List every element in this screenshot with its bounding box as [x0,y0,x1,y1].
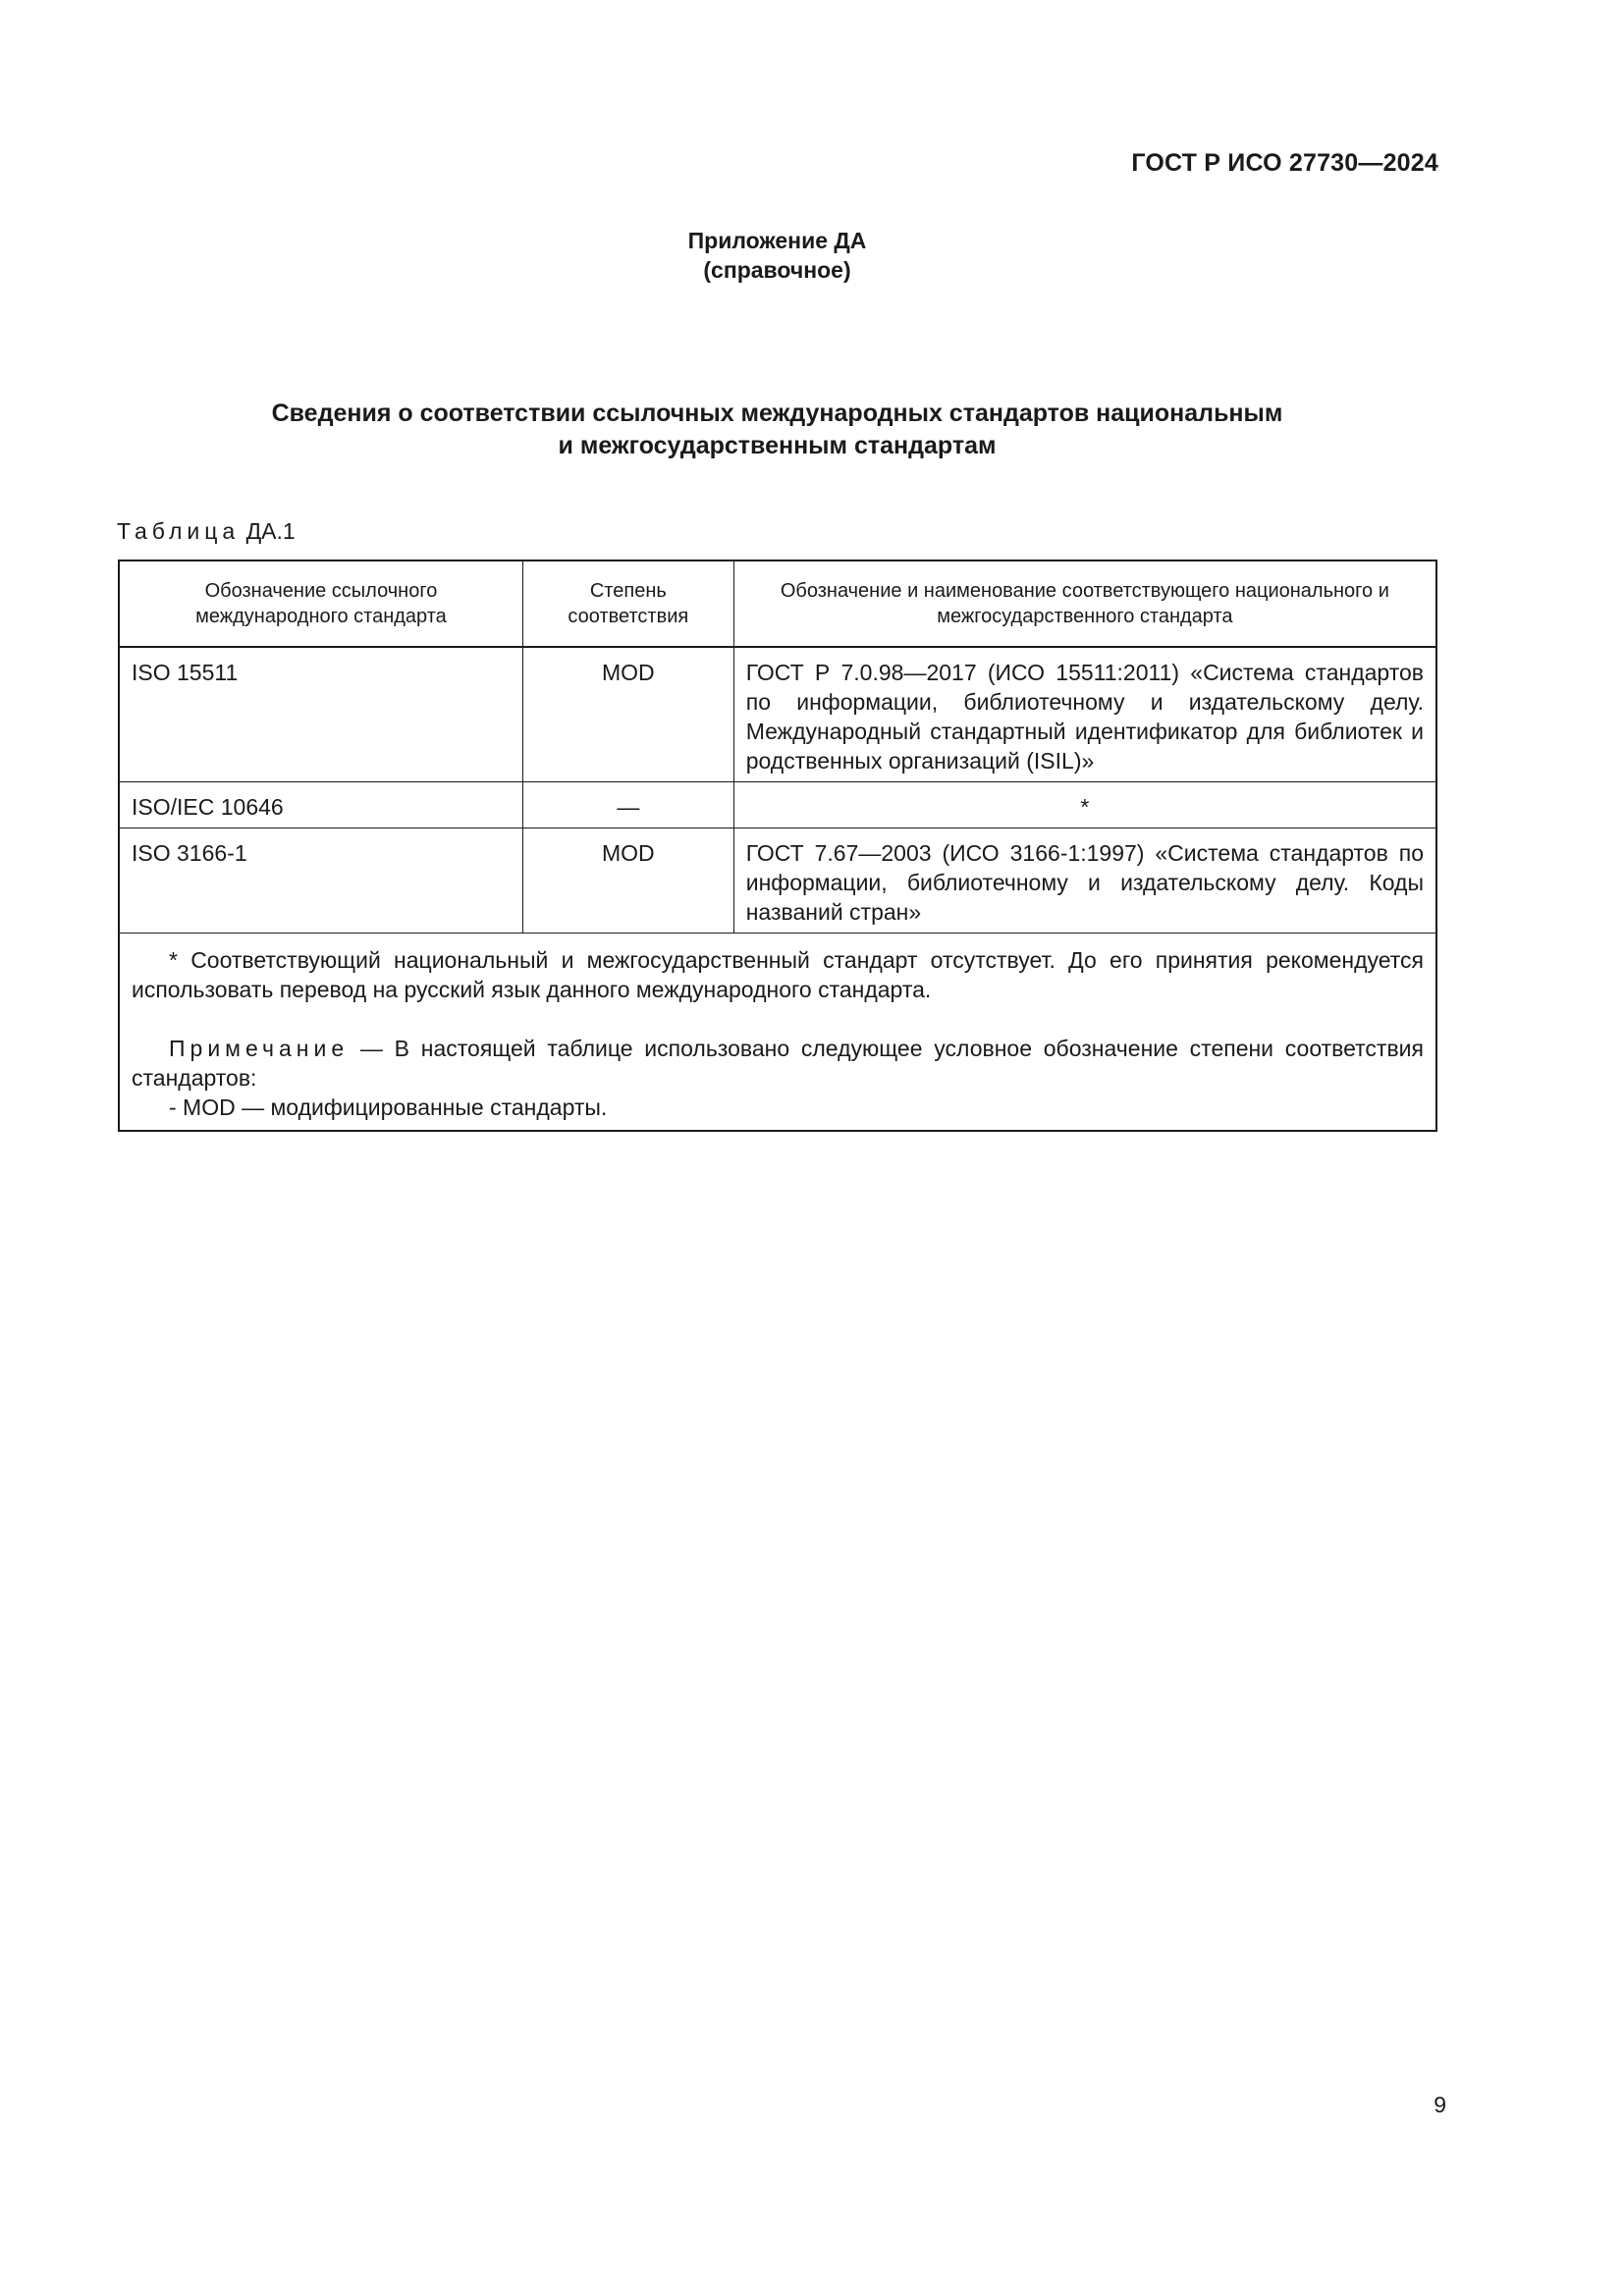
table-row [119,647,1436,782]
national-standard-cell: ГОСТ Р 7.0.98—2017 (ИСО 15511:2011) «Система стандартов по информации, библиотечному и издательскому делу. Международный стандартный идентификатор для библиотек и родственных организаций (ISIL)» [733,647,1436,782]
table-label [117,518,296,545]
reference-cell: ISO 15511 [119,647,522,782]
table-footnote: * Соответствующий национальный и межгосударственный стандарт отсутствует. До его принятия рекомендуется использовать перевод на русский язык данного международного стандарта. [132,947,1424,1002]
note-text: — В настоящей таблице использовано следующее условное обозначение степени соответствия стандартов: [132,1036,1424,1091]
degree-cell: — [522,782,733,828]
page-number: 9 [1434,2092,1446,2117]
degree-cell: MOD [522,828,733,934]
appendix-subtitle: (справочное) [703,257,851,283]
table-row [119,782,1436,828]
reference-cell: ISO 3166-1 [119,828,522,934]
table-note [132,1034,1424,1093]
table-header-row [119,561,1436,647]
section-heading [118,398,1436,462]
note-item: - MOD — модифицированные стандарты. [169,1095,608,1120]
table-footer-row [119,934,1436,1132]
table-footer-cell [119,934,1436,1132]
note-label: Примечание [169,1036,350,1061]
appendix-title-block [0,226,1554,285]
table-label-number: ДА.1 [245,518,296,544]
document-code: ГОСТ Р ИСО 27730—2024 [1131,149,1438,177]
table-row [119,828,1436,934]
section-heading-line-1: Сведения о соответствии ссылочных международных стандартов национальным [271,400,1283,427]
reference-cell: ISO/IEC 10646 [119,782,522,828]
column-header-reference: Обозначение ссылочного международного стандарта [119,561,522,647]
appendix-title: Приложение ДА [687,228,867,253]
column-header-national: Обозначение и наименование соответствующего национального и межгосударственного стандарта [733,561,1436,647]
national-standard-cell: * [733,782,1436,828]
degree-cell: MOD [522,647,733,782]
correspondence-table [118,560,1437,1132]
table-label-word: Таблица [117,518,241,544]
section-heading-line-2: и межгосударственным стандартам [558,432,997,459]
column-header-degree: Степень соответствия [522,561,733,647]
national-standard-cell: ГОСТ 7.67—2003 (ИСО 3166-1:1997) «Система стандартов по информации, библиотечному и издательскому делу. Коды названий стран» [733,828,1436,934]
